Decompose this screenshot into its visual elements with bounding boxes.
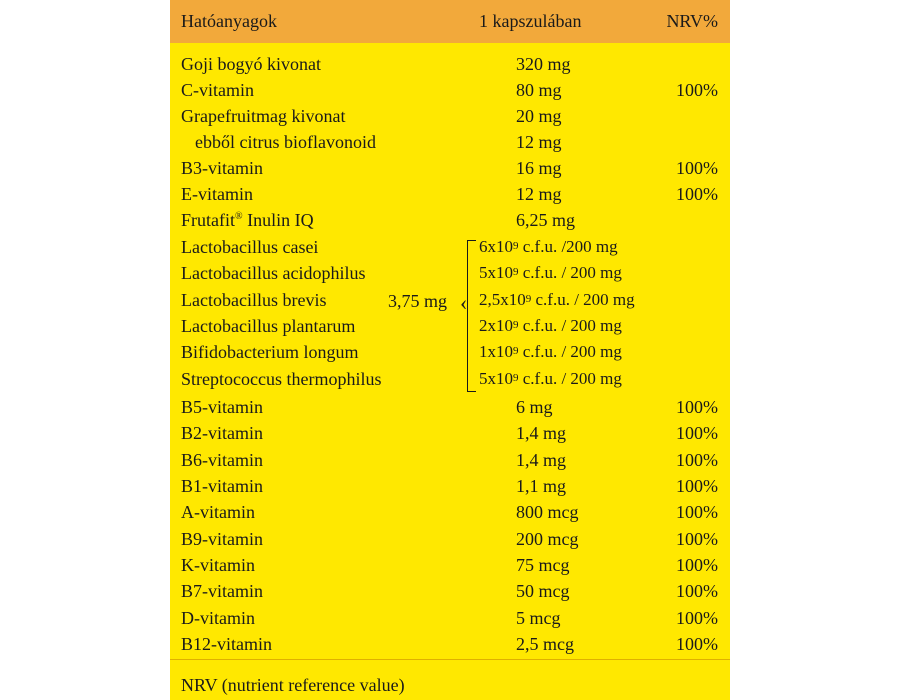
vitamin-nrv: 100% — [676, 634, 718, 654]
ingredient-nrv: 100% — [676, 80, 718, 100]
probiotic-name: Streptococcus thermophilus — [181, 369, 382, 389]
ingredient-name: C-vitamin — [181, 80, 254, 100]
probiotic-amount: $1x10^9$ c.f.u. / 200 mg — [479, 342, 622, 361]
vitamin-nrv: 100% — [676, 529, 718, 549]
vitamin-name: B1-vitamin — [181, 476, 263, 496]
probiotic-name: Lactobacillus plantarum — [181, 316, 356, 336]
vitamin-amount: 800 mcg — [516, 502, 579, 522]
vitamin-amount: 6 mg — [516, 397, 553, 417]
vitamin-name: B5-vitamin — [181, 397, 263, 417]
vitamin-name: B7-vitamin — [181, 581, 263, 601]
ingredient-amount: 16 mg — [516, 158, 562, 178]
ingredient-name: Grapefruitmag kivonat — [181, 106, 346, 126]
vitamin-nrv: 100% — [676, 555, 718, 575]
probiotic-amount: $5x10^9$ c.f.u. / 200 mg — [479, 369, 622, 388]
footnote-divider — [170, 659, 730, 660]
probiotic-name: Lactobacillus brevis — [181, 290, 327, 310]
vitamin-name: D-vitamin — [181, 608, 255, 628]
vitamin-amount: 1,1 mg — [516, 476, 567, 496]
ingredient-amount: 20 mg — [516, 106, 562, 126]
probiotic-amount: $6x10^9$ c.f.u. /200 mg — [479, 237, 618, 256]
vitamin-amount: 1,4 mg — [516, 450, 567, 470]
probiotic-amount: $2,5x10^9$ c.f.u. / 200 mg — [479, 290, 635, 309]
table-header — [170, 0, 730, 43]
registered-mark: ® — [235, 211, 243, 222]
vitamin-name: B12-vitamin — [181, 634, 272, 654]
vitamin-nrv: 100% — [676, 502, 718, 522]
vitamin-name: B2-vitamin — [181, 423, 263, 443]
ingredients-panel — [170, 0, 730, 700]
probiotic-name: Lactobacillus acidophilus — [181, 263, 366, 283]
probiotic-name: Bifidobacterium longum — [181, 342, 359, 362]
ingredient-name — [181, 209, 314, 231]
vitamin-nrv: 100% — [676, 423, 718, 443]
header-nrv: NRV% — [666, 11, 718, 31]
vitamin-name: K-vitamin — [181, 555, 255, 575]
vitamin-amount: 5 mcg — [516, 608, 561, 628]
probiotic-total-amount: 3,75 mg — [388, 291, 448, 311]
ingredient-name: E-vitamin — [181, 184, 253, 204]
ingredient-amount: 320 mg — [516, 54, 571, 74]
vitamin-amount: 50 mcg — [516, 581, 570, 601]
footnote: NRV (nutrient reference value) — [181, 675, 405, 695]
probiotic-name: Lactobacillus casei — [181, 237, 319, 257]
probiotic-bracket — [467, 240, 476, 392]
vitamin-nrv: 100% — [676, 397, 718, 417]
ingredient-amount: 12 mg — [516, 184, 562, 204]
header-amount: 1 kapszulában — [479, 11, 582, 31]
vitamin-amount: 2,5 mcg — [516, 634, 574, 654]
ingredient-nrv: 100% — [676, 184, 718, 204]
vitamin-nrv: 100% — [676, 476, 718, 496]
probiotic-amount: $5x10^9$ c.f.u. / 200 mg — [479, 263, 622, 282]
ingredient-amount: 6,25 mg — [516, 210, 576, 230]
ingredient-amount: 80 mg — [516, 80, 562, 100]
ingredient-amount: 12 mg — [516, 132, 562, 152]
vitamin-name: A-vitamin — [181, 502, 255, 522]
ingredient-name: B3-vitamin — [181, 158, 263, 178]
probiotic-amount: $2x10^9$ c.f.u. / 200 mg — [479, 316, 622, 335]
vitamin-name: B6-vitamin — [181, 450, 263, 470]
vitamin-nrv: 100% — [676, 581, 718, 601]
vitamin-amount: 75 mcg — [516, 555, 570, 575]
ingredient-name-main: Frutafit — [181, 210, 235, 230]
brace-tip-icon: ‹ — [460, 290, 468, 315]
vitamin-amount: 1,4 mg — [516, 423, 567, 443]
header-ingredient: Hatóanyagok — [181, 11, 277, 31]
vitamin-amount: 200 mcg — [516, 529, 579, 549]
ingredient-name-suffix: Inulin IQ — [242, 210, 314, 230]
ingredient-nrv: 100% — [676, 158, 718, 178]
ingredient-name: Goji bogyó kivonat — [181, 54, 321, 74]
vitamin-nrv: 100% — [676, 608, 718, 628]
vitamin-nrv: 100% — [676, 450, 718, 470]
vitamin-name: B9-vitamin — [181, 529, 263, 549]
ingredient-name: ebből citrus bioflavonoid — [195, 132, 376, 152]
